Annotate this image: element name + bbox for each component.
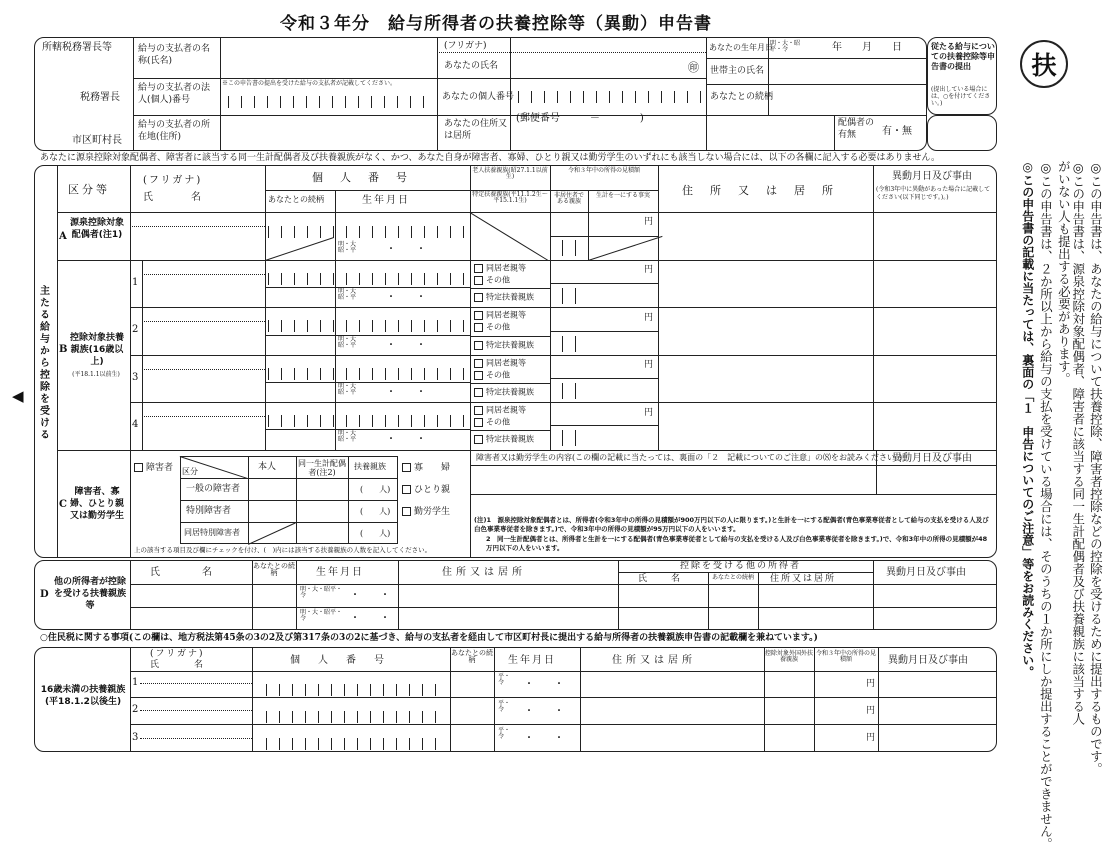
notice: あなたに源泉控除対象配偶者、障害者に該当する同一生計配偶者及び扶養親族がなく、かつ、あなた自身が障害者、寡婦、ひとり親又は勤労学生のいずれにも該当しない場合には、以下の各欄に記入する必要はありません。 [40, 153, 941, 163]
address-field[interactable] [660, 262, 870, 305]
birth-label: あなたの生年月日 [709, 43, 773, 52]
d-col-change: 異動月日及び事由 [886, 567, 966, 578]
yen: 円 [866, 679, 876, 689]
era[interactable]: 平・令 [498, 700, 511, 713]
spouse-value[interactable]: 有・無 [882, 126, 912, 137]
nonresident-check[interactable] [562, 288, 576, 304]
number-field[interactable] [268, 368, 466, 380]
dep-count-2[interactable]: ( 人) [360, 507, 391, 516]
d-col-oaddr: 住所又は居所 [770, 574, 837, 584]
your-address-field[interactable] [512, 128, 702, 148]
seal-mark: ㊞ [688, 61, 699, 74]
row-index: 4 [132, 419, 139, 430]
name-field[interactable] [144, 418, 262, 447]
c-note-1: (注)1 源泉控除対象配偶者とは、所得者(令和3年中の所得の見積額が900万円以下の人に限ります。)と生計を一にする配偶者(青色事業専従者として給与の支払を受ける人及び白色事業専従者を除きます。)で、令和3年中の所得の見積額が95万円以下の人をいいます。 [474, 516, 989, 534]
r-col-number: 個 人 番 号 [290, 655, 388, 666]
row-index: 2 [132, 704, 139, 715]
number-field[interactable] [268, 320, 466, 332]
col-specific: 特定扶養親族(平11.1.2生～平15.1.1生) [472, 191, 548, 204]
r-col-change: 異動月日及び事由 [888, 655, 968, 666]
d-col-address: 住所又は居所 [442, 567, 526, 578]
birth-dots: ・ ・ [386, 387, 426, 398]
furigana-field[interactable] [144, 404, 262, 415]
row-special: 特別障害者 [186, 506, 232, 516]
row-a-label: 源泉控除対象配偶者(注1) [69, 218, 124, 240]
name-field[interactable] [144, 323, 262, 352]
c-change-label: 異動月日及び事由 [892, 453, 972, 464]
birth-dots: ・ ・ [350, 590, 390, 601]
resident-label: 16歳未満の扶養親族(平18.1.2以後生) [40, 685, 126, 708]
number-field[interactable] [268, 273, 466, 285]
your-name-label: あなたの氏名 [444, 61, 499, 71]
d-col-name: 氏 名 [150, 567, 215, 578]
page-title: 令和３年分 給与所得者の扶養控除等（異動）申告書 [280, 14, 712, 34]
era[interactable]: 明・大昭・平 [338, 288, 357, 301]
opt-other[interactable]: その他 [474, 323, 510, 332]
opt-same[interactable]: 同居老親等 [474, 406, 526, 415]
yen: 円 [866, 706, 876, 716]
postal-label: (郵便番号 － ) [516, 113, 644, 124]
dep-count-1[interactable]: ( 人) [360, 485, 391, 494]
era[interactable]: 明・大昭・平 [338, 383, 357, 396]
your-furigana-field[interactable] [512, 39, 702, 51]
side-note-body: (提出している場合には、○を付けてください。) [931, 86, 991, 108]
yen: 円 [644, 265, 654, 275]
col-address: 住 所 又 は 居 所 [682, 184, 836, 197]
d-col-oname: 氏 名 [638, 574, 683, 584]
col-relation: あなたとの続柄 [268, 195, 324, 204]
col-name: 氏 名 [143, 192, 203, 203]
r-col-foreign: 控除対象外国外扶養親族 [765, 650, 814, 663]
col-birth: 生年月日 [362, 195, 410, 206]
era[interactable]: 平・令 [498, 727, 511, 740]
furigana-field[interactable] [144, 357, 262, 368]
row-a-nonresident-check[interactable] [562, 240, 576, 256]
row-d-label: 他の所得者が控除を受ける扶養親族等 [53, 577, 126, 612]
right-note-2: ◎この申告書は、源泉控除対象配偶者、障害者に該当する同一生計配偶者及び扶養親族に該当する人がいない人も提出する必要があります。 [1056, 160, 1086, 725]
r-col-address: 住所又は居所 [612, 655, 696, 666]
row-index: 1 [132, 677, 139, 688]
col-furigana: (フリガナ) [143, 175, 203, 186]
row-b-letter: B [59, 344, 68, 355]
row-a-yen: 円 [644, 217, 654, 227]
side-note-checkbox[interactable] [927, 115, 997, 151]
birth-dots: ・ ・ [386, 292, 426, 303]
single-parent-check[interactable]: ひとり親 [402, 485, 450, 495]
opt-other[interactable]: その他 [474, 371, 510, 380]
opt-specific[interactable]: 特定扶養親族 [474, 341, 534, 350]
side-note-title: 従たる給与についての扶養控除等申告書の提出 [931, 42, 995, 71]
opt-specific[interactable]: 特定扶養親族 [474, 388, 534, 397]
col-self: 本人 [258, 462, 277, 472]
householder-field[interactable] [770, 60, 925, 82]
row-a-birth-dots: ・ ・ [386, 244, 426, 255]
row-a-era[interactable]: 明・大昭・平 [338, 241, 357, 254]
city-chief-label: 市区町村長 [72, 135, 122, 146]
nonresident-check[interactable] [562, 430, 576, 446]
d-col-birth: 生年月日 [316, 567, 364, 578]
row-a-address-field[interactable] [660, 214, 870, 258]
row-a-furigana-field[interactable] [132, 214, 262, 225]
number-field[interactable] [268, 415, 466, 427]
address-field[interactable] [660, 404, 870, 447]
payer-address-field[interactable] [222, 117, 434, 149]
birth-dots: ・ ・ [350, 613, 390, 624]
col-same: 生計を一にする事実 [595, 192, 650, 199]
payer-address-label: 給与の支払者の所在地(住所) [138, 120, 211, 142]
opt-specific[interactable]: 特定扶養親族 [474, 293, 534, 302]
opt-specific[interactable]: 特定扶養親族 [474, 435, 534, 444]
payer-name-field[interactable] [222, 39, 434, 76]
row-b-sub: (平18.1.1以前生) [72, 371, 120, 378]
r-col-birth: 生年月日 [508, 655, 556, 666]
householder-label: 世帯主の氏名 [710, 66, 765, 76]
kubun-label: 区分 [182, 467, 198, 476]
col-spouse: 同一生計配偶者(注2) [298, 459, 346, 478]
era[interactable]: 明・大昭・平 [338, 336, 357, 349]
disabled-check[interactable]: 障害者 [134, 463, 173, 473]
row-a-name-field[interactable] [132, 228, 262, 258]
row-index: 3 [132, 372, 139, 383]
row-index: 2 [132, 324, 139, 335]
c-detail-field[interactable] [472, 467, 872, 492]
era[interactable]: 明・大昭・平 [338, 430, 357, 443]
d-col-relation: あなたとの続柄 [253, 562, 295, 577]
birth-era[interactable]: 明・大・昭平・令 [770, 40, 801, 53]
yen: 円 [866, 733, 876, 743]
yen: 円 [644, 408, 654, 418]
address-field[interactable] [660, 357, 870, 400]
nonresident-check[interactable] [562, 336, 576, 352]
right-note-1: ◎この申告書は、あなたの給与について扶養控除、障害者控除などの控除を受けるために提出するものです。 [1088, 160, 1104, 775]
widow-check[interactable]: 寡 婦 [402, 463, 450, 473]
birth-dots: ・ ・ [524, 679, 564, 690]
address-field[interactable] [660, 309, 870, 352]
birth-dots: ・ ・ [524, 733, 564, 744]
row-cohabit: 同居特別障害者 [184, 528, 240, 537]
payer-number-field[interactable] [228, 96, 433, 108]
number-field[interactable] [266, 711, 446, 723]
col-nonresident: 非居住者である親族 [553, 192, 584, 205]
your-name-field[interactable] [512, 54, 682, 76]
row-a-letter: A [59, 231, 67, 242]
name-field[interactable] [144, 371, 262, 400]
left-arrow-icon: ◀ [12, 387, 24, 405]
relation-field[interactable] [770, 86, 925, 113]
right-note-4: ◎この申告書の記載に当たっては、裏面の「１ 申告についてのご注意」等をお読みください。 [1020, 160, 1035, 678]
payer-name-label: 給与の支払者の名称(氏名) [138, 44, 211, 66]
row-c-letter: C [59, 499, 67, 510]
row-general: 一般の障害者 [186, 484, 241, 494]
birth-dots: ・ ・ [524, 706, 564, 717]
d-col-orel: あなたとの続柄 [711, 574, 754, 581]
row-index: 1 [132, 277, 139, 288]
yen: 円 [644, 360, 654, 370]
c-detail-label: 障害者又は勤労学生の内容(この欄の記載に当たっては、裏面の「２ 記載についてのご注意」の⑻をお読みください。) [476, 453, 903, 462]
r-col-income: 令和３年中の所得の見積額 [816, 650, 877, 663]
r-col-furigana: (フリガナ) [150, 649, 205, 659]
era[interactable]: 明・大・昭平・令 [300, 609, 343, 622]
opt-other[interactable]: その他 [474, 418, 510, 427]
col-kubun: 区分等 [68, 183, 110, 196]
birth-dots: ・ ・ [386, 434, 426, 445]
relation-label: あなたとの続柄 [710, 92, 774, 102]
form-type-badge: 扶 [1020, 40, 1068, 88]
col-income: 令和３年中の所得の見積額 [567, 167, 640, 174]
your-number-field[interactable] [518, 91, 702, 103]
row-c-label: 障害者、寡婦、ひとり親又は勤労学生 [69, 487, 124, 522]
student-check[interactable]: 勤労学生 [402, 507, 450, 517]
col-change: 異動月日及び事由 [892, 171, 972, 182]
c-footnote: 上の該当する項目及び欄にチェックを付け、( )内には該当する扶養親族の人数を記入してください。 [134, 546, 432, 554]
opt-same[interactable]: 同居老親等 [474, 311, 526, 320]
resident-heading: ○住民税に関する事項(この欄は、地方税法第45条の3の2及び第317条の3の2に基づき、給与の支払者を経由して市区町村長に提出する給与所得者の扶養親族申告書の記載欄を兼ねています。) [40, 633, 818, 643]
col-change-note: (令和3年中に異動があった場合に記載してください(以下同じです。)。) [876, 186, 991, 201]
number-field[interactable] [266, 684, 446, 696]
spouse-label: 配偶者の有無 [838, 118, 875, 140]
r-col-relation: あなたとの続柄 [451, 649, 493, 664]
row-index: 3 [132, 732, 139, 743]
tax-chief-label: 税務署長 [80, 92, 120, 103]
opt-other[interactable]: その他 [474, 276, 510, 285]
opt-same[interactable]: 同居老親等 [474, 359, 526, 368]
payer-number-label: 給与の支払者の法人(個人)番号 [138, 83, 211, 105]
opt-same[interactable]: 同居老親等 [474, 264, 526, 273]
main-side-label: 主たる給与から控除を受ける [37, 285, 49, 441]
birth-dots: ・ ・ [386, 340, 426, 351]
nonresident-check[interactable] [562, 383, 576, 399]
furigana-field[interactable] [144, 262, 262, 273]
yen: 円 [644, 313, 654, 323]
row-a-number-field[interactable] [268, 226, 466, 238]
right-note-3: ◎この申告書は、２か所以上から給与の支払を受けている場合には、そのうちの１か所にしか提出することができません。 [1038, 160, 1054, 850]
col-dep: 扶養親族 [354, 462, 386, 471]
dep-count-3[interactable]: ( 人) [360, 529, 391, 538]
tax-office-label: 所轄税務署長等 [42, 42, 112, 53]
furigana-label: (フリガナ) [444, 41, 487, 51]
r-col-name: 氏 名 [150, 660, 206, 670]
payer-number-note: ※この申告書の提出を受けた給与の支払者が記載してください。 [222, 80, 397, 87]
era[interactable]: 平・令 [498, 673, 511, 686]
row-b-label: 控除対象扶養親族(16歳以上) [69, 333, 124, 368]
your-number-label: あなたの個人番号 [442, 92, 515, 102]
col-number: 個 人 番 号 [312, 171, 410, 184]
your-address-label: あなたの住所又は居所 [444, 119, 508, 142]
birth-ymd: 年 月 日 [832, 42, 902, 53]
col-old: 老人扶養親族(昭27.1.1以前生) [472, 167, 548, 180]
number-field[interactable] [266, 738, 446, 750]
name-field[interactable] [144, 276, 262, 305]
d-col-other: 控除を受ける他の所得者 [680, 561, 802, 571]
era[interactable]: 明・大・昭平・令 [300, 586, 343, 599]
row-d-letter: D [40, 589, 49, 600]
furigana-field[interactable] [144, 309, 262, 320]
c-note-2: 2 同一生計配偶者とは、所得者と生計を一にする配偶者(青色事業専従者として給与の支払を受ける人及び白色事業専従者を除きます。)で、令和3年中の所得の見積額が48万円以下の人をいいます。 [486, 535, 988, 553]
